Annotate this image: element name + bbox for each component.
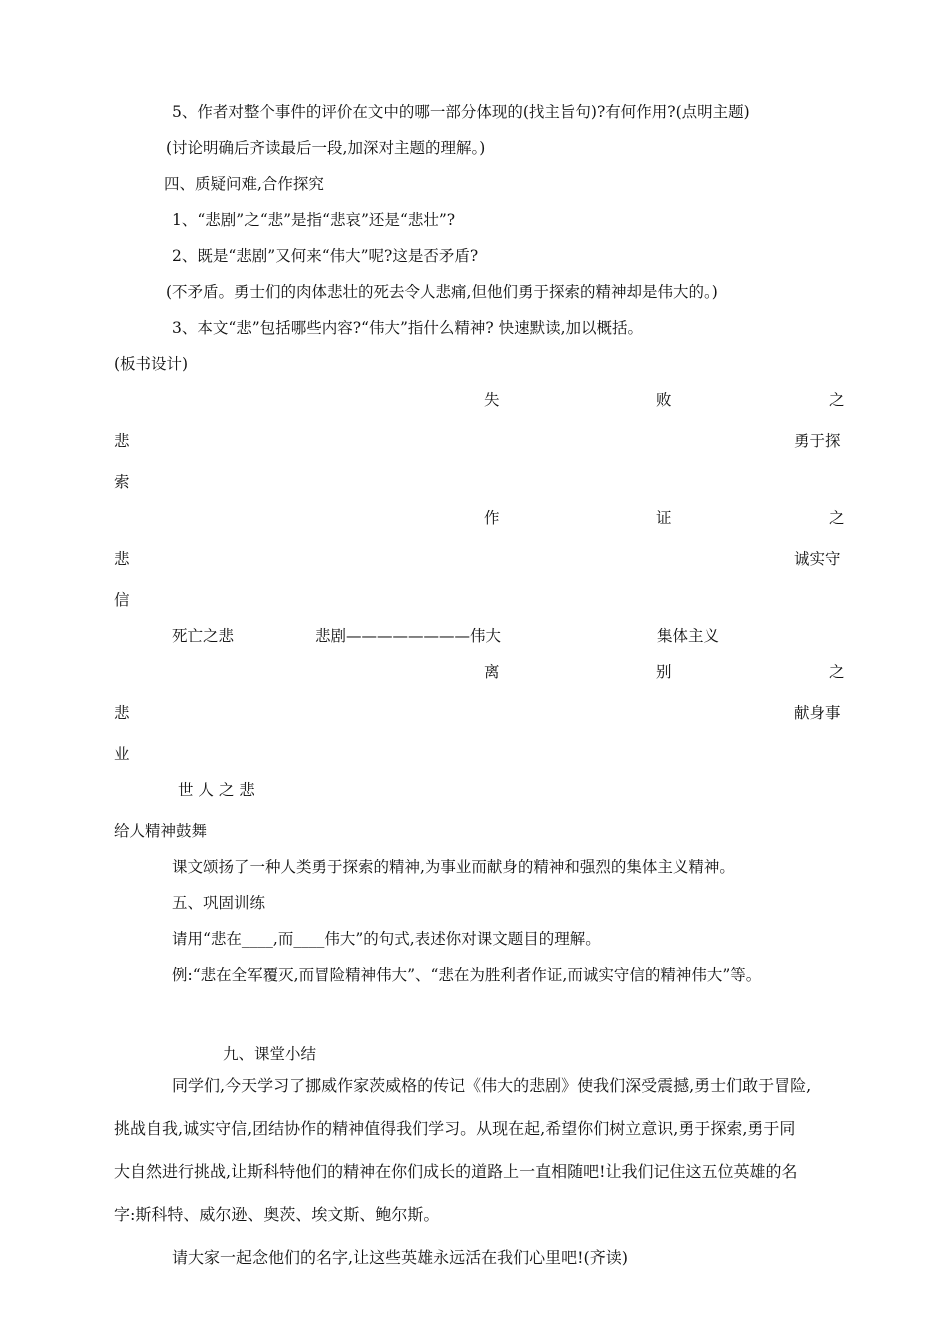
section-4-question-2-note: (不矛盾。勇士们的肉体悲壮的死去令人悲痛,但他们勇于探索的精神却是伟大的。) <box>166 283 718 301</box>
board-row-1-char-1: 失 <box>484 391 500 409</box>
board-middle-right: 集体主义 <box>657 627 720 645</box>
section-5-example: 例:“悲在全军覆灭,而冒险精神伟大”、“悲在为胜利者作证,而诚实守信的精神伟大”等。 <box>172 966 762 984</box>
board-heading: (板书设计) <box>114 355 189 373</box>
board-row-2-char-2: 证 <box>656 509 672 527</box>
board-row-2-continuation: 信 <box>114 591 130 609</box>
board-middle-center: 悲剧————————伟大 <box>315 627 502 645</box>
summary-line-2: 挑战自我,诚实守信,团结协作的精神值得我们学习。从现在起,希望你们树立意识,勇于探索,勇于同 <box>114 1119 796 1138</box>
closing-line: 请大家一起念他们的名字,让这些英雄永远活在我们心里吧!(齐读) <box>172 1248 629 1267</box>
board-world-sorrow: 世 人 之 悲 <box>178 781 255 799</box>
board-row-1-char-2: 败 <box>656 391 672 409</box>
question-5: 5、作者对整个事件的评价在文中的哪一部分体现的(找主旨句)?有何作用?(点明主题) <box>172 103 750 121</box>
board-row-1-right: 勇于探 <box>794 432 841 450</box>
section-9-heading: 九、课堂小结 <box>223 1045 317 1063</box>
board-middle-left: 死亡之悲 <box>172 627 235 645</box>
board-row-3-char-2: 别 <box>656 663 672 681</box>
board-row-3-char-3: 之 <box>829 663 845 681</box>
board-row-2-right: 诚实守 <box>794 550 841 568</box>
section-4-question-2: 2、既是“悲剧”又何来“伟大”呢?这是否矛盾? <box>172 247 479 265</box>
section-5-prompt: 请用“悲在____,而____伟大”的句式,表述你对课文题目的理解。 <box>172 930 601 948</box>
board-row-1-left: 悲 <box>114 432 130 450</box>
board-row-1-char-3: 之 <box>829 391 845 409</box>
question-5-note: (讨论明确后齐读最后一段,加深对主题的理解。) <box>166 139 486 157</box>
board-row-3-continuation: 业 <box>114 745 130 763</box>
board-row-2-char-3: 之 <box>829 509 845 527</box>
board-row-3-char-1: 离 <box>484 663 500 681</box>
section-5-heading: 五、巩固训练 <box>172 894 266 912</box>
section-4-question-1: 1、“悲剧”之“悲”是指“悲哀”还是“悲壮”? <box>172 211 456 229</box>
summary-line-3: 大自然进行挑战,让斯科特他们的精神在你们成长的道路上一直相随吧!让我们记住这五位英雄的名 <box>114 1162 798 1181</box>
board-inspiration: 给人精神鼓舞 <box>114 822 208 840</box>
board-row-3-left: 悲 <box>114 704 130 722</box>
board-row-3-right: 献身事 <box>794 704 841 722</box>
praise-paragraph: 课文颂扬了一种人类勇于探索的精神,为事业而献身的精神和强烈的集体主义精神。 <box>172 858 735 876</box>
section-4-heading: 四、质疑问难,合作探究 <box>164 175 324 193</box>
summary-line-4: 字:斯科特、威尔逊、奥茨、埃文斯、鲍尔斯。 <box>114 1205 440 1224</box>
board-row-1-continuation: 索 <box>114 473 130 491</box>
board-row-2-char-1: 作 <box>484 509 500 527</box>
section-4-question-3: 3、本文“悲”包括哪些内容?“伟大”指什么精神? 快速默读,加以概括。 <box>172 319 644 337</box>
summary-line-1: 同学们,今天学习了挪威作家茨威格的传记《伟大的悲剧》使我们深受震撼,勇士们敢于冒险, <box>172 1076 812 1095</box>
board-row-2-left: 悲 <box>114 550 130 568</box>
